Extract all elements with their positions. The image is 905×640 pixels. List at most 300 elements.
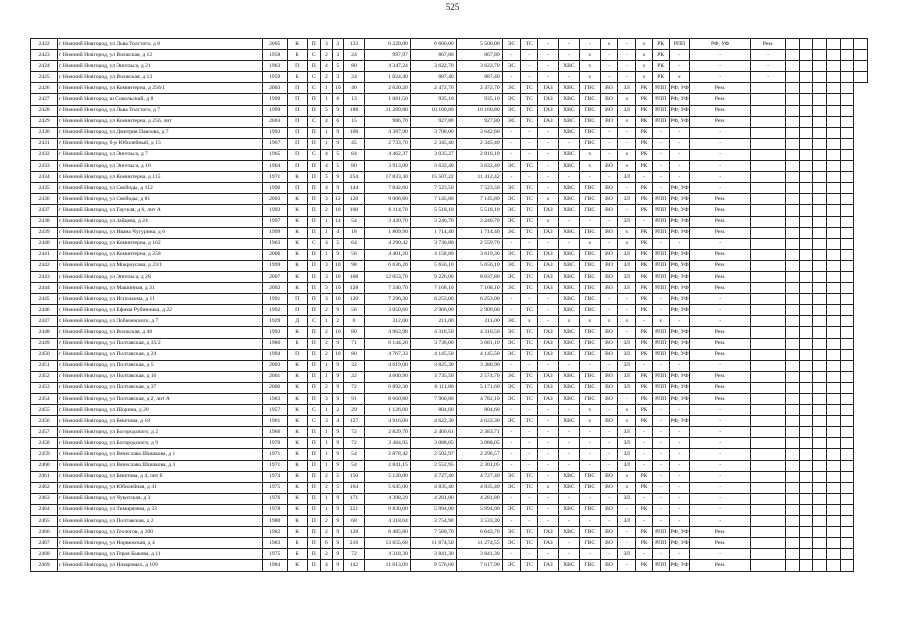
table-cell: ГВС bbox=[579, 471, 600, 482]
table-row bbox=[31, 438, 868, 449]
table-cell: 72 bbox=[344, 427, 365, 438]
table-cell: 804,60 bbox=[456, 405, 502, 416]
table-cell: 2438 bbox=[31, 216, 58, 227]
empty-cell bbox=[799, 382, 813, 393]
table-cell: 5 120,00 bbox=[364, 471, 410, 482]
table-cell: 4 347,24 bbox=[364, 61, 410, 72]
table-cell: ЗЛ bbox=[618, 493, 636, 504]
empty-cell bbox=[799, 172, 813, 183]
empty-cell bbox=[840, 516, 854, 527]
empty-cell bbox=[786, 238, 800, 249]
table-cell: 2 472,70 bbox=[410, 83, 456, 94]
empty-cell bbox=[854, 72, 868, 83]
empty-cell bbox=[840, 183, 854, 194]
table-cell: - bbox=[618, 183, 636, 194]
table-cell: 9 bbox=[332, 249, 343, 260]
table-cell: К bbox=[287, 416, 307, 427]
empty-cell bbox=[750, 338, 785, 349]
table-cell: - bbox=[579, 460, 600, 471]
table-cell: РФ, УФ bbox=[669, 283, 690, 294]
empty-cell bbox=[786, 560, 800, 571]
table-cell: х bbox=[579, 72, 600, 83]
table-cell: РПП bbox=[652, 271, 669, 282]
table-cell: 2425 bbox=[31, 72, 58, 83]
table-cell: - bbox=[521, 460, 538, 471]
table-cell: К bbox=[287, 249, 307, 260]
empty-cell bbox=[786, 371, 800, 382]
empty-cell bbox=[840, 538, 854, 549]
table-cell: - bbox=[502, 127, 521, 138]
empty-cell bbox=[827, 283, 841, 294]
table-cell: ГАЗ bbox=[538, 338, 559, 349]
table-cell: 2459 bbox=[31, 449, 58, 460]
table-cell: РПП bbox=[652, 194, 669, 205]
table-cell: 54 bbox=[344, 449, 365, 460]
empty-cell bbox=[799, 538, 813, 549]
table-cell: 3 bbox=[332, 72, 343, 83]
empty-cell bbox=[799, 394, 813, 405]
table-cell: 2 574,70 bbox=[456, 371, 502, 382]
table-cell: 1 126,00 bbox=[364, 405, 410, 416]
empty-cell bbox=[840, 39, 854, 50]
empty-cell bbox=[840, 216, 854, 227]
table-cell: 3 430,70 bbox=[364, 216, 410, 227]
empty-cell bbox=[813, 416, 827, 427]
table-cell: - bbox=[669, 493, 690, 504]
empty-cell bbox=[813, 149, 827, 160]
table-cell: 2450 bbox=[31, 349, 58, 360]
table-cell: - bbox=[558, 438, 579, 449]
table-row bbox=[31, 394, 868, 405]
table-cell: 22 bbox=[344, 371, 365, 382]
table-row bbox=[31, 194, 868, 205]
table-cell: 2449 bbox=[31, 338, 58, 349]
table-cell: ГВС bbox=[579, 305, 600, 316]
table-cell: 72 bbox=[344, 382, 365, 393]
table-cell: ГВС bbox=[579, 394, 600, 405]
table-cell: - bbox=[669, 316, 690, 327]
table-cell: РФ, УФ bbox=[669, 105, 690, 116]
table-cell: 2458 bbox=[31, 438, 58, 449]
table-cell: 5 656,10 bbox=[456, 260, 502, 271]
table-cell: г Нижний Новгород, ул Чукотская, д 3 bbox=[58, 493, 263, 504]
table-cell: К bbox=[287, 371, 307, 382]
table-cell: 2006 bbox=[262, 249, 287, 260]
table-cell: - bbox=[600, 72, 618, 83]
table-cell: ХВС bbox=[558, 161, 579, 172]
table-cell: 1 bbox=[321, 127, 332, 138]
table-row bbox=[31, 427, 868, 438]
table-cell: 1 bbox=[321, 405, 332, 416]
housing-register-table bbox=[30, 38, 868, 572]
table-cell: 2428 bbox=[31, 105, 58, 116]
empty-cell bbox=[827, 216, 841, 227]
table-cell: - bbox=[600, 449, 618, 460]
table-cell: х bbox=[618, 416, 636, 427]
table-cell: - bbox=[652, 305, 669, 316]
table-cell: - bbox=[521, 61, 538, 72]
table-cell: 7 168,10 bbox=[410, 283, 456, 294]
empty-cell bbox=[840, 194, 854, 205]
empty-cell bbox=[786, 72, 800, 83]
table-cell: 1929 bbox=[262, 316, 287, 327]
table-cell: 2429 bbox=[31, 116, 58, 127]
table-cell: ЗЛ bbox=[618, 460, 636, 471]
empty-cell bbox=[799, 260, 813, 271]
table-cell: 2461 bbox=[31, 471, 58, 482]
table-cell: 3 622,70 bbox=[456, 61, 502, 72]
table-cell: ГВС bbox=[579, 560, 600, 571]
table-cell: 4 398,29 bbox=[364, 493, 410, 504]
table-cell: г Нижний Новгород, ул Норвежская, д 4 bbox=[58, 538, 263, 549]
table-cell: 142 bbox=[344, 560, 365, 571]
table-cell: 5 171,60 bbox=[456, 382, 502, 393]
table-cell: П bbox=[287, 116, 307, 127]
table-row bbox=[31, 183, 868, 194]
empty-cell bbox=[813, 449, 827, 460]
table-cell: г Нижний Новгород, ул Тимирязева, д 33 bbox=[58, 504, 263, 515]
table-cell: ВО bbox=[600, 382, 618, 393]
table-cell: - bbox=[579, 449, 600, 460]
table-cell: 10 bbox=[332, 271, 343, 282]
empty-cell bbox=[786, 249, 800, 260]
table-cell: 10 bbox=[332, 260, 343, 271]
table-cell: К bbox=[287, 527, 307, 538]
empty-cell bbox=[827, 271, 841, 282]
empty-cell bbox=[813, 360, 827, 371]
empty-cell bbox=[750, 382, 785, 393]
empty-cell bbox=[840, 394, 854, 405]
empty-cell bbox=[786, 305, 800, 316]
table-cell: РК bbox=[636, 271, 653, 282]
table-cell: - bbox=[502, 172, 521, 183]
table-cell: - bbox=[669, 438, 690, 449]
table-cell: - bbox=[600, 61, 618, 72]
table-cell: ГВС bbox=[579, 283, 600, 294]
table-cell: 2423 bbox=[31, 50, 58, 61]
table-cell: - bbox=[521, 294, 538, 305]
table-cell: ЭС bbox=[502, 61, 521, 72]
table-cell: - bbox=[690, 438, 751, 449]
empty-cell bbox=[813, 72, 827, 83]
table-cell: РК bbox=[636, 416, 653, 427]
table-cell: - bbox=[690, 449, 751, 460]
table-cell: П bbox=[307, 39, 321, 50]
table-cell: П bbox=[287, 294, 307, 305]
table-cell: ХВС bbox=[558, 305, 579, 316]
table-cell: 2463 bbox=[31, 493, 58, 504]
table-cell: 10 bbox=[332, 205, 343, 216]
table-cell: К bbox=[287, 394, 307, 405]
empty-cell bbox=[827, 416, 841, 427]
table-cell: - bbox=[538, 127, 559, 138]
table-cell: х bbox=[538, 194, 559, 205]
table-cell: - bbox=[690, 427, 751, 438]
table-cell: ХВС bbox=[558, 560, 579, 571]
table-cell: РПП bbox=[652, 327, 669, 338]
table-cell: 2007 bbox=[262, 271, 287, 282]
empty-cell bbox=[813, 194, 827, 205]
table-cell: РПП bbox=[669, 39, 690, 50]
table-cell: РПП bbox=[652, 205, 669, 216]
empty-cell bbox=[750, 83, 785, 94]
table-cell: ЗЛ bbox=[618, 371, 636, 382]
table-cell: 1963 bbox=[262, 61, 287, 72]
table-cell: 3 bbox=[321, 294, 332, 305]
table-cell: 2 bbox=[321, 527, 332, 538]
empty-cell bbox=[827, 438, 841, 449]
table-cell: С bbox=[307, 116, 321, 127]
empty-cell bbox=[813, 238, 827, 249]
table-cell: - bbox=[652, 294, 669, 305]
table-cell: ЭС bbox=[502, 482, 521, 493]
table-cell: - bbox=[538, 471, 559, 482]
table-row bbox=[31, 61, 868, 72]
table-cell: С bbox=[307, 416, 321, 427]
table-cell: 4 bbox=[321, 149, 332, 160]
empty-cell bbox=[813, 172, 827, 183]
empty-cell bbox=[813, 394, 827, 405]
empty-cell bbox=[750, 294, 785, 305]
table-cell: 5 518,10 bbox=[456, 205, 502, 216]
table-cell: 4 622,30 bbox=[410, 416, 456, 427]
table-cell: РФ, УФ bbox=[669, 216, 690, 227]
table-cell: ТС bbox=[521, 371, 538, 382]
table-cell: П bbox=[307, 260, 321, 271]
table-cell: С bbox=[307, 50, 321, 61]
table-cell: г Нижний Новгород, ул Зайцева, д 24 bbox=[58, 216, 263, 227]
table-cell: ЗЛ bbox=[618, 83, 636, 94]
empty-cell bbox=[840, 172, 854, 183]
empty-cell bbox=[799, 227, 813, 238]
table-cell: 7 523,50 bbox=[456, 183, 502, 194]
table-cell: - bbox=[636, 172, 653, 183]
empty-cell bbox=[786, 183, 800, 194]
table-cell: г Нижний Новгород, б-р Юбилейный, д 15 bbox=[58, 138, 263, 149]
table-cell: ВО bbox=[600, 338, 618, 349]
table-cell: ГВС bbox=[579, 504, 600, 515]
empty-cell bbox=[840, 504, 854, 515]
table-cell: х bbox=[618, 471, 636, 482]
table-cell: П bbox=[307, 482, 321, 493]
table-cell: ГАЗ bbox=[538, 394, 559, 405]
table-cell: - bbox=[618, 504, 636, 515]
empty-cell bbox=[750, 482, 785, 493]
table-cell: Б bbox=[287, 549, 307, 560]
empty-cell bbox=[750, 405, 785, 416]
table-cell: РК bbox=[636, 394, 653, 405]
table-cell: 1 bbox=[321, 83, 332, 94]
table-cell: Д bbox=[287, 316, 307, 327]
table-cell: 9 bbox=[332, 504, 343, 515]
table-cell: 2446 bbox=[31, 305, 58, 316]
table-row bbox=[31, 549, 868, 560]
table-cell: 2455 bbox=[31, 405, 58, 416]
table-cell: 4 281,80 bbox=[456, 493, 502, 504]
table-cell: ГВС bbox=[579, 482, 600, 493]
table-cell: 1964 bbox=[262, 161, 287, 172]
empty-cell bbox=[827, 294, 841, 305]
empty-cell bbox=[786, 260, 800, 271]
empty-cell bbox=[750, 327, 785, 338]
table-cell: г Нижний Новгород, ул Полтавская, д 5 bbox=[58, 360, 263, 371]
table-cell: 9 bbox=[332, 427, 343, 438]
empty-cell bbox=[840, 249, 854, 260]
table-cell: - bbox=[652, 161, 669, 172]
table-cell: 2 bbox=[321, 382, 332, 393]
table-cell: ЭС bbox=[502, 83, 521, 94]
table-cell: РПП bbox=[652, 349, 669, 360]
empty-cell bbox=[840, 94, 854, 105]
table-cell: - bbox=[558, 405, 579, 416]
empty-cell bbox=[750, 249, 785, 260]
table-cell: - bbox=[600, 127, 618, 138]
empty-cell bbox=[827, 538, 841, 549]
table-cell: РПП bbox=[652, 260, 669, 271]
table-cell: - bbox=[669, 238, 690, 249]
table-cell: - bbox=[521, 438, 538, 449]
table-cell: г Нижний Новгород, ул Ивана Чугурина, д 6 bbox=[58, 227, 263, 238]
table-cell: - bbox=[558, 39, 579, 50]
table-cell: РФ, УФ bbox=[669, 560, 690, 571]
table-cell: ГВС bbox=[579, 205, 600, 216]
table-cell: - bbox=[690, 549, 751, 560]
empty-cell bbox=[799, 416, 813, 427]
empty-cell bbox=[750, 216, 785, 227]
table-cell: 2006 bbox=[262, 382, 287, 393]
table-cell: П bbox=[307, 138, 321, 149]
empty-cell bbox=[799, 183, 813, 194]
table-cell: 188 bbox=[344, 105, 365, 116]
table-cell: - bbox=[502, 549, 521, 560]
empty-cell bbox=[827, 471, 841, 482]
empty-cell bbox=[786, 194, 800, 205]
table-cell: ВО bbox=[600, 227, 618, 238]
table-cell: - bbox=[636, 316, 653, 327]
table-cell: 56 bbox=[344, 249, 365, 260]
empty-cell bbox=[827, 105, 841, 116]
table-cell: г Нижний Новгород, ул Бекетова, д 4, лит б bbox=[58, 471, 263, 482]
table-cell: РПП bbox=[652, 338, 669, 349]
table-cell: 128 bbox=[344, 283, 365, 294]
table-cell: 1 bbox=[321, 371, 332, 382]
table-cell: - bbox=[652, 449, 669, 460]
table-cell: - bbox=[652, 438, 669, 449]
empty-cell bbox=[786, 382, 800, 393]
table-cell: П bbox=[307, 560, 321, 571]
empty-cell bbox=[786, 482, 800, 493]
table-cell: ЗЛ bbox=[618, 172, 636, 183]
table-cell: - bbox=[690, 238, 751, 249]
empty-cell bbox=[786, 460, 800, 471]
table-cell: х bbox=[579, 416, 600, 427]
table-cell: 7 842,60 bbox=[364, 183, 410, 194]
table-cell: РК bbox=[652, 39, 669, 50]
table-cell: - bbox=[558, 172, 579, 183]
table-cell: 2 345,40 bbox=[456, 138, 502, 149]
table-cell: 1980 bbox=[262, 516, 287, 527]
table-cell: 935,10 bbox=[456, 94, 502, 105]
table-cell: 64 bbox=[344, 238, 365, 249]
table-cell: - bbox=[690, 149, 751, 160]
empty-cell bbox=[827, 394, 841, 405]
empty-cell bbox=[750, 172, 785, 183]
table-cell: К bbox=[287, 271, 307, 282]
table-cell: г Нижний Новгород, ул Ефима Рубинчика, д 22 bbox=[58, 305, 263, 316]
empty-cell bbox=[799, 72, 813, 83]
table-cell: ГВС bbox=[579, 382, 600, 393]
empty-cell bbox=[750, 283, 785, 294]
empty-cell bbox=[813, 471, 827, 482]
table-cell: - bbox=[502, 294, 521, 305]
table-cell: П bbox=[307, 527, 321, 538]
table-cell: 2443 bbox=[31, 271, 58, 282]
table-cell: г Нижний Новгород, ул Богородского, д 9 bbox=[58, 438, 263, 449]
table-cell: г Нижний Новгород, ул Полтавская, д 2 bbox=[58, 516, 263, 527]
table-cell: ЗЛ bbox=[618, 516, 636, 527]
table-cell: ГВС bbox=[579, 294, 600, 305]
table-row bbox=[31, 50, 868, 61]
table-cell: 10 160,80 bbox=[456, 105, 502, 116]
table-cell: 3 035,27 bbox=[410, 149, 456, 160]
table-cell: ТС bbox=[521, 394, 538, 405]
table-cell: 211,00 bbox=[410, 316, 456, 327]
table-cell: - bbox=[669, 449, 690, 460]
table-cell: 10 bbox=[332, 327, 343, 338]
table-cell: - bbox=[600, 50, 618, 61]
table-cell: 986,70 bbox=[364, 116, 410, 127]
table-cell: Рем. bbox=[690, 527, 751, 538]
table-cell: - bbox=[618, 294, 636, 305]
table-cell: 11 874,50 bbox=[410, 538, 456, 549]
table-cell: ВО bbox=[600, 527, 618, 538]
table-cell: ЭС bbox=[502, 416, 521, 427]
table-cell: ВО bbox=[600, 183, 618, 194]
table-cell: г Нижний Новгород, ул Энгельса, д 28 bbox=[58, 271, 263, 282]
table-cell: х bbox=[636, 72, 653, 83]
table-cell: К bbox=[287, 260, 307, 271]
table-cell: П bbox=[287, 127, 307, 138]
table-cell: 11 013,09 bbox=[364, 560, 410, 571]
empty-cell bbox=[840, 460, 854, 471]
table-cell: - bbox=[538, 438, 559, 449]
empty-cell bbox=[827, 382, 841, 393]
empty-cell bbox=[750, 227, 785, 238]
empty-cell bbox=[750, 527, 785, 538]
table-cell: - bbox=[669, 127, 690, 138]
table-cell: 1984 bbox=[262, 560, 287, 571]
table-cell: - bbox=[690, 471, 751, 482]
table-cell: 2 bbox=[321, 305, 332, 316]
empty-cell bbox=[827, 183, 841, 194]
table-cell: С bbox=[307, 149, 321, 160]
table-cell: х bbox=[618, 227, 636, 238]
empty-cell bbox=[827, 61, 841, 72]
table-cell: Б bbox=[287, 50, 307, 61]
table-cell: - bbox=[652, 504, 669, 515]
empty-cell bbox=[827, 338, 841, 349]
table-cell: х bbox=[618, 405, 636, 416]
table-cell: 2 bbox=[321, 205, 332, 216]
table-cell: х bbox=[579, 316, 600, 327]
table-cell: - bbox=[618, 527, 636, 538]
empty-cell bbox=[827, 238, 841, 249]
table-cell: 3 736,00 bbox=[410, 338, 456, 349]
table-cell: 80 bbox=[344, 161, 365, 172]
table-cell: 5 bbox=[332, 482, 343, 493]
table-cell: - bbox=[521, 405, 538, 416]
table-cell: ХВС bbox=[558, 371, 579, 382]
